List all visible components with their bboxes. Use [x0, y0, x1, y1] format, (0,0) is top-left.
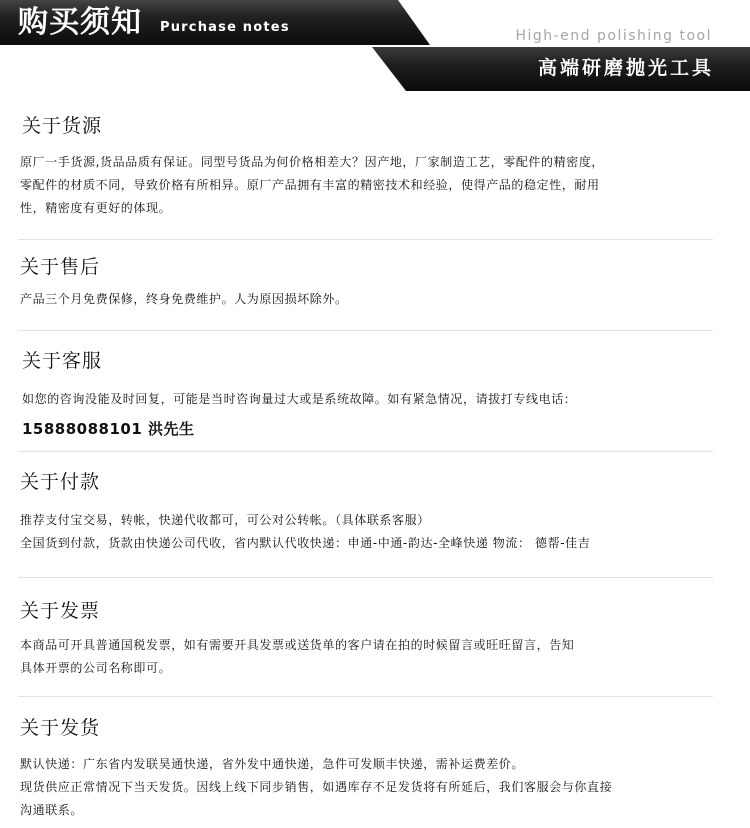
section-title-payment: 关于付款	[20, 471, 101, 493]
section-body-source	[20, 151, 720, 220]
section-line: 沟通联系。	[20, 803, 84, 817]
page-title: 购买须知	[18, 5, 142, 40]
section-line: 现货供应正常情况下当天发货。因线上线下同步销售，如遇库存不足发货将有所延后，我们客服会与你直接	[20, 780, 613, 794]
section-title-invoice: 关于发票	[20, 600, 101, 622]
section-line: 零配件的材质不同，导致价格有所相异。原厂产品拥有丰富的精密技术和经验，使得产品的稳定性，耐用	[20, 178, 600, 192]
section-line: 本商品可开具普通国税发票，如有需要开具发票或送货单的客户请在拍的时候留言或旺旺留言，告知	[20, 638, 575, 652]
section-divider	[18, 696, 713, 697]
page-subtitle: Purchase notes	[160, 20, 290, 35]
section-title-customer-service: 关于客服	[22, 350, 103, 372]
section-line: 如您的咨询没能及时回复，可能是当时咨询量过大或是系统故障。如有紧急情况，请拔打专线电话：	[22, 392, 577, 406]
section-body-shipping	[20, 753, 720, 822]
section-line: 性，精密度有更好的体现。	[20, 201, 172, 215]
tagline-chinese: 高端研磨抛光工具	[537, 57, 714, 79]
section-title-shipping: 关于发货	[20, 717, 101, 739]
section-divider	[18, 451, 713, 452]
section-body-payment	[20, 509, 720, 555]
section-divider	[18, 330, 713, 331]
section-divider	[18, 577, 713, 578]
section-title-source: 关于货源	[22, 115, 103, 137]
section-body-customer-service	[22, 388, 722, 441]
section-title-after-sales: 关于售后	[20, 256, 101, 278]
section-line: 原厂一手货源,货品品质有保证。同型号货品为何价格相差大？因产地，厂家制造工艺，零配件的精密度，	[20, 155, 605, 169]
section-body-invoice	[20, 634, 720, 680]
section-line: 默认快递：广东省内发联昊通快递，省外发中通快递，急件可发顺丰快递，需补运费差价。	[20, 757, 525, 771]
section-body-after-sales	[20, 288, 720, 311]
section-line: 具体开票的公司名称即可。	[20, 661, 172, 675]
section-divider	[18, 239, 713, 240]
tagline-english: High-end polishing tool	[515, 28, 712, 44]
section-line: 推荐支付宝交易，转帐，快递代收都可，可公对公转帐。（具体联系客服）	[20, 513, 430, 527]
section-line: 产品三个月免费保修，终身免费维护。人为原因损坏除外。	[20, 292, 348, 306]
section-line: 全国货到付款，货款由快递公司代收，省内默认代收快递：申通-中通-韵达-全峰快递 物流： 德帮-佳吉	[20, 536, 591, 550]
hotline-phone: 15888088101 洪先生	[22, 420, 195, 438]
